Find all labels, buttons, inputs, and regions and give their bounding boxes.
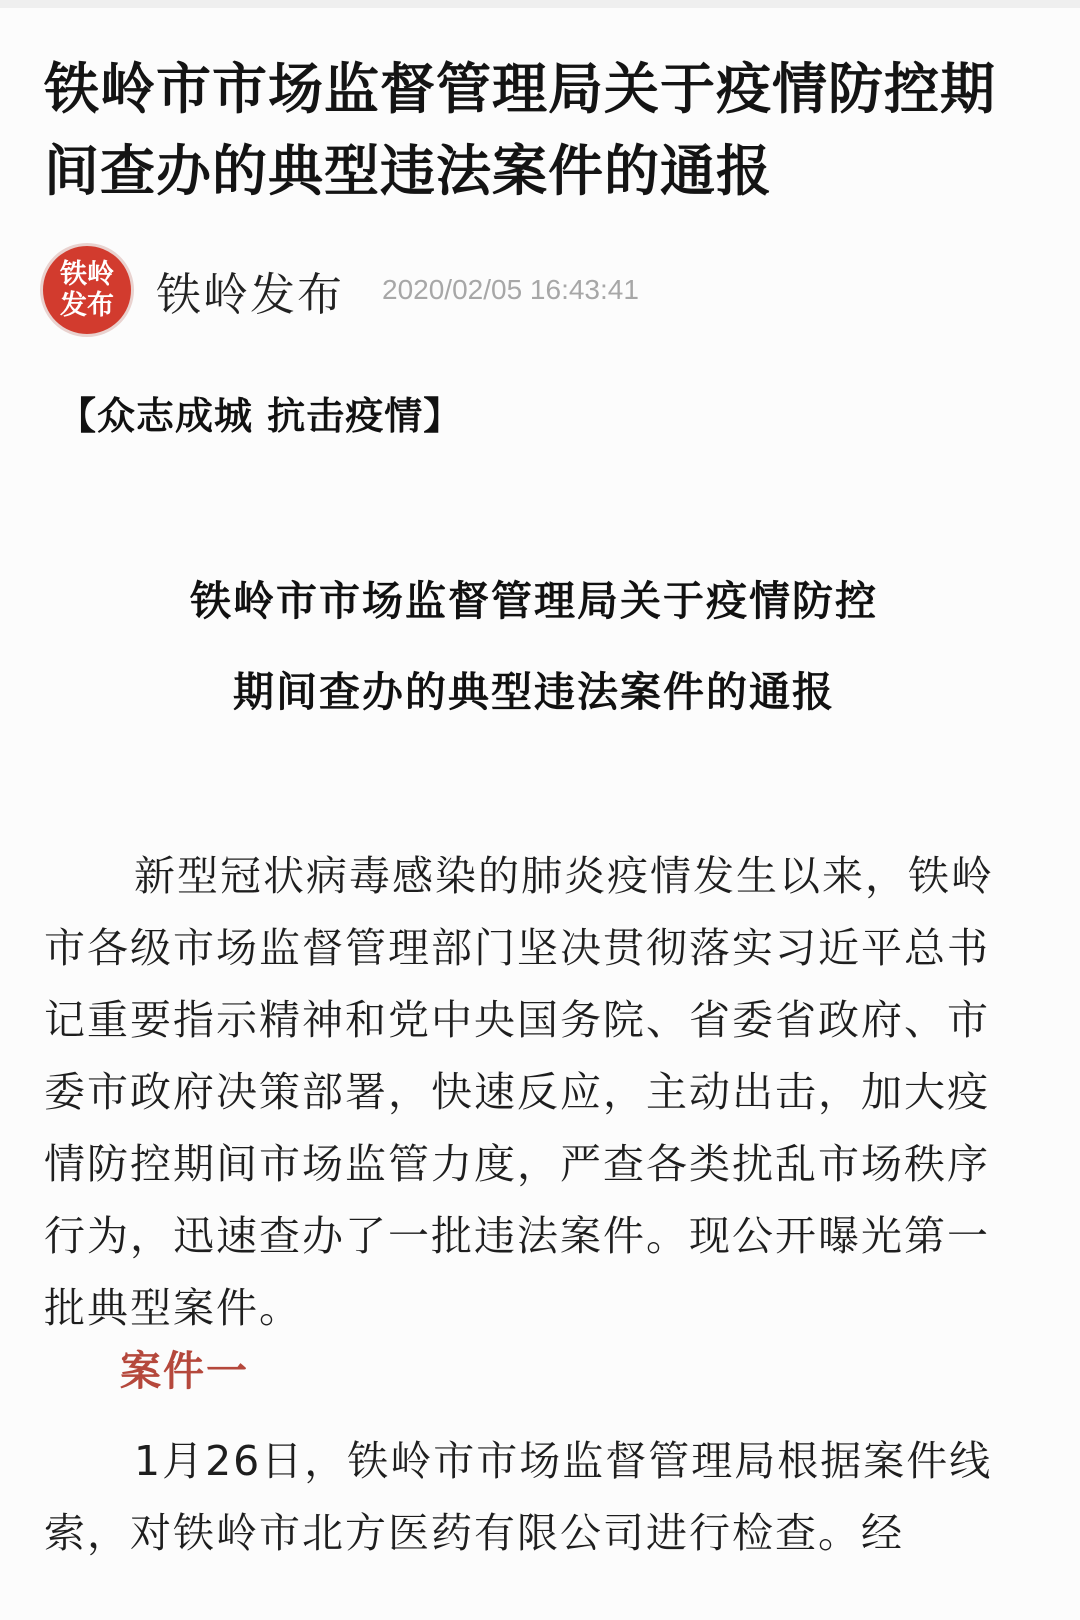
notice-title-line1: 铁岭市市场监督管理局关于疫情防控 (190, 577, 878, 625)
case-paragraph: 1月26日，铁岭市市场监督管理局根据案件线索，对铁岭市北方医药有限公司进行检查。经 (44, 1437, 993, 1557)
account-avatar[interactable] (40, 243, 134, 337)
avatar-text-line1: 铁岭 (60, 259, 114, 290)
campaign-tag: 【众志成城 抗击疫情】 (58, 394, 463, 438)
intro-paragraph: 新型冠状病毒感染的肺炎疫情发生以来，铁岭市各级市场监督管理部门坚决贯彻落实习近平总书记重要指示精神和党中央国务院、省委省政府、市委市政府决策部署，快速反应，主动出击，加大疫情防控期间市场监管力度，严查各类扰乱市场秩序行为，迅速查办了一批违法案件。现公开曝光第一批典型案件。 (44, 852, 994, 1332)
account-name[interactable]: 铁岭发布 (156, 267, 345, 321)
article-title: 铁岭市市场监督管理局关于疫情防控期间查办的典型违法案件的通报 (44, 57, 997, 203)
publish-time: 2020/02/05 16:43:41 (382, 274, 639, 305)
notice-title-line2: 期间查办的典型违法案件的通报 (233, 668, 835, 716)
top-divider (0, 0, 1080, 8)
case-heading: 案件一 (120, 1347, 249, 1395)
avatar-text-line2: 发布 (60, 290, 114, 321)
article-meta (40, 242, 639, 338)
